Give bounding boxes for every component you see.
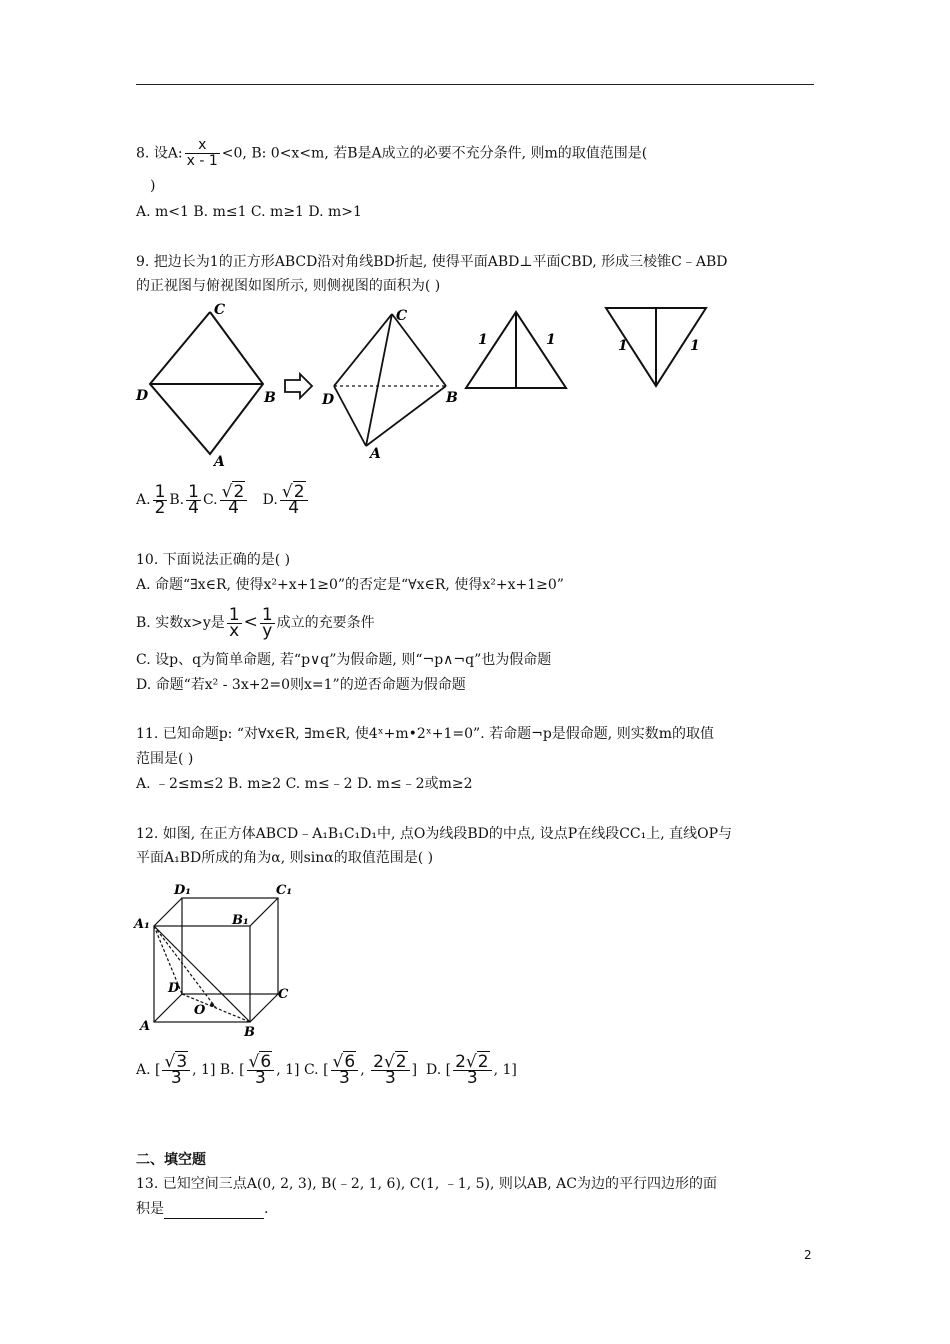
q12-b-radical: √6 — [247, 1055, 275, 1071]
q12-d-pre: 2 — [455, 1051, 466, 1072]
q10-b-d1: x — [229, 620, 240, 641]
q12-a-frac — [162, 1051, 190, 1088]
q9-d-radical: √2 — [280, 485, 308, 501]
q8-mid: <0, B: 0<x<m, 若B是A成立的必要不充分条件, 则m的取值范围是( — [221, 145, 648, 162]
q8-line2: ) — [150, 178, 156, 194]
q12-c-rad2: 2 — [395, 1051, 407, 1072]
q9-c-den: 4 — [228, 497, 239, 518]
q12-a-den: 3 — [170, 1067, 182, 1088]
q9-opt-d: D. — [262, 492, 278, 508]
q9-b-num: 1 — [188, 481, 199, 502]
q11-options: A. ﹣2≤m≤2 B. m≥2 C. m≤﹣2 D. m≤﹣2或m≥2 — [136, 776, 473, 792]
q12-line1: 12. 如图, 在正方体ABCD﹣A₁B₁C₁D₁中, 点O为线段BD的中点, 设点P在线段CC₁上, 直线OP与 — [136, 826, 733, 842]
q12-c-den: 3 — [338, 1067, 350, 1088]
q12-point-o — [210, 1003, 214, 1007]
q12-c-radical1: √6 — [331, 1055, 359, 1071]
q8-lead: 8. 设A: — [136, 145, 183, 162]
q9-opt-b: B. — [169, 492, 185, 508]
q9-figure — [130, 300, 730, 470]
q9-tetrahedron — [334, 314, 446, 446]
q9-options — [136, 480, 310, 520]
q12-c-rad: 6 — [344, 1051, 356, 1072]
q9-top-label-right: 1 — [690, 338, 700, 354]
q9-label-a: A — [214, 454, 225, 470]
q9-label-b: B — [264, 390, 276, 406]
q9-label-d: D — [136, 388, 149, 404]
q12-cube — [154, 898, 278, 1022]
q12-label-a1: A₁ — [134, 917, 150, 932]
page-number: 2 — [804, 1248, 812, 1262]
q12-c-frac2 — [371, 1051, 410, 1088]
q9-opt-a: A. — [136, 492, 151, 508]
q12-label-b: B — [244, 1025, 255, 1038]
section-heading: 二、填空题 — [136, 1152, 206, 1168]
q12-opt-a: A. [ — [136, 1062, 161, 1078]
q10-b-d2: y — [262, 620, 273, 641]
q13-line2 — [136, 1199, 268, 1219]
q11-line1: 11. 已知命题p: “对∀x∈R, ∃m∈R, 使4ˣ+m•2ˣ+1=0”. 若命题¬p是假命题, 则实数m的取值 — [136, 726, 714, 742]
q12-label-o: O — [194, 1003, 206, 1018]
q9-d-den: 4 — [288, 497, 300, 518]
q9-tet-label-d: D — [322, 392, 335, 408]
q9-opt-c: C. — [202, 492, 218, 508]
q12-b-rad: 6 — [260, 1051, 272, 1072]
q12-b-den: 3 — [254, 1067, 266, 1088]
q12-options — [136, 1050, 517, 1090]
q12-a-tail: , 1] — [192, 1062, 216, 1078]
q8-frac-den: x - 1 — [186, 153, 218, 169]
q12-d-frac — [453, 1051, 492, 1088]
q12-b-frac — [247, 1051, 275, 1088]
q12-c-den2: 3 — [384, 1067, 396, 1088]
q9-a-num: 1 — [154, 481, 166, 502]
q12-a-radical: √3 — [162, 1055, 190, 1071]
q12-label-c1: C₁ — [276, 883, 293, 898]
q12-b-tail: , 1] — [276, 1062, 300, 1078]
q9-top-label-left: 1 — [618, 338, 628, 354]
q12-c-radical2: 2√2 — [371, 1055, 410, 1071]
q12-c-pre2: 2 — [373, 1051, 384, 1072]
q8-fraction — [185, 138, 220, 169]
q9-tet-label-a: A — [370, 446, 381, 462]
q12-c-frac1 — [331, 1051, 359, 1088]
q12-c-tail: ] — [411, 1062, 418, 1078]
q12-d-rad: 2 — [477, 1051, 489, 1072]
q9-c-radical: √2 — [220, 485, 248, 501]
q12-d-tail: , 1] — [493, 1062, 517, 1078]
q9-line1: 9. 把边长为1的正方形ABCD沿对角线BD折起, 使得平面ABD⊥平面CBD, 形成三棱锥C﹣ABD — [136, 254, 728, 270]
q12-line2: 平面A₁BD所成的角为α, 则sinα的取值范围是( ) — [136, 850, 434, 866]
q8-line1 — [136, 138, 647, 169]
q9-front-label-right: 1 — [546, 332, 556, 348]
answer-blank[interactable] — [164, 1204, 264, 1219]
q10-b-lead: B. 实数x>y是 — [136, 615, 225, 631]
q10-b-frac2 — [260, 604, 275, 641]
q9-front-view — [466, 312, 566, 388]
q9-arrow-icon — [285, 374, 312, 398]
q12-opt-d: D. [ — [425, 1062, 452, 1078]
q12-opt-b: B. [ — [219, 1062, 245, 1078]
q9-tet-label-c: C — [396, 308, 408, 324]
q13-tail: . — [264, 1201, 269, 1217]
q10-option-c: C. 设p、q为简单命题, 若“p∨q”为假命题, 则“¬p∧¬q”也为假命题 — [136, 652, 552, 668]
q12-label-a: A — [140, 1019, 151, 1034]
q12-label-d1: D₁ — [174, 883, 191, 898]
q12-d-den: 3 — [466, 1067, 478, 1088]
q8-options: A. m<1 B. m≤1 C. m≥1 D. m>1 — [136, 204, 362, 220]
q9-a-frac — [153, 481, 168, 518]
q9-front-label-left: 1 — [478, 332, 488, 348]
q10-b-lt: < — [243, 612, 258, 632]
q13-lead: 积是 — [136, 1201, 164, 1217]
q13-line1: 13. 已知空间三点A(0, 2, 3), B(﹣2, 1, 6), C(1, ﹣1, 5), 则以AB, AC为边的平行四边形的面 — [136, 1176, 717, 1192]
q10-b-n1: 1 — [228, 604, 240, 625]
q9-d-rad: 2 — [293, 481, 305, 502]
q10-b-frac1 — [227, 604, 242, 641]
q12-c-comma: , — [360, 1062, 365, 1078]
q9-d-frac — [280, 481, 308, 518]
q9-c-frac — [220, 481, 248, 518]
q12-label-d: D — [168, 981, 180, 996]
q10-b-tail: 成立的充要条件 — [276, 615, 375, 631]
q10-option-b — [136, 604, 375, 641]
q9-c-rad: 2 — [233, 481, 245, 502]
q12-a-rad: 3 — [176, 1051, 188, 1072]
q9-line2: 的正视图与俯视图如图所示, 则侧视图的面积为( ) — [136, 278, 441, 294]
q12-opt-c: C. [ — [303, 1062, 329, 1078]
q9-label-c: C — [214, 302, 226, 318]
q11-line2: 范围是( ) — [136, 751, 194, 767]
q9-a-den: 2 — [154, 497, 166, 518]
q10-option-a: A. 命题“∃x∈R, 使得x²+x+1≥0”的否定是“∀x∈R, 使得x²+x+1≥0” — [136, 577, 564, 593]
q10-b-n2: 1 — [261, 604, 273, 625]
q10-title: 10. 下面说法正确的是( ) — [136, 552, 291, 568]
header-rule — [136, 84, 814, 85]
q12-label-c: C — [278, 987, 289, 1002]
q12-label-b1: B₁ — [232, 913, 249, 928]
q9-tet-label-b: B — [446, 390, 458, 406]
q8-frac-num: x — [185, 138, 220, 154]
q12-d-radical: 2√2 — [453, 1055, 492, 1071]
q9-b-den: 4 — [188, 497, 199, 518]
q9-square — [150, 312, 263, 454]
q9-b-frac — [186, 481, 201, 518]
q12-cube-figure — [132, 880, 302, 1038]
q10-option-d: D. 命题“若x² - 3x+2=0则x=1”的逆否命题为假命题 — [136, 677, 466, 693]
